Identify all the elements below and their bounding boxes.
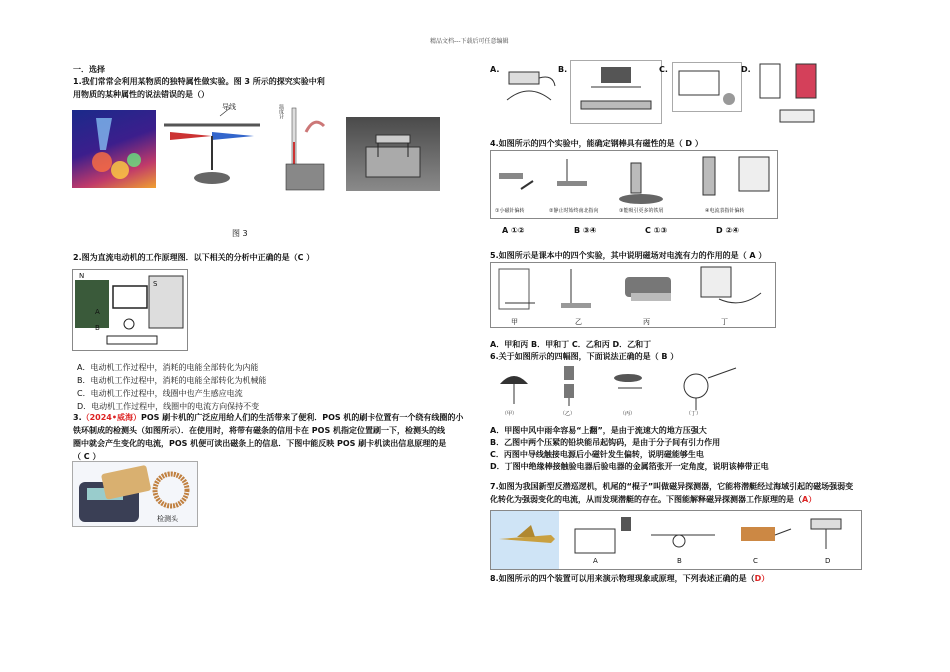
- q7-label-c: C: [753, 557, 758, 565]
- q6-question: 6.关于如图所示的四幅图，下面说法正确的是（ B ）: [490, 352, 679, 361]
- q1-thermometer-figure: [278, 102, 334, 194]
- page-header: 精品文档---下载后可任意编辑: [430, 38, 509, 45]
- q6-option-b: B．乙图中两个压紧的铅块能吊起钩码，是由于分子间有引力作用: [490, 438, 721, 447]
- fluorescence-image: [72, 110, 156, 188]
- label-wire: 导线: [222, 103, 236, 111]
- q2-motor-figure: [72, 269, 188, 351]
- q7-close: ）: [808, 495, 817, 504]
- q2-option-c: C．电动机工作过程中，线圈中也产生感应电流: [77, 389, 243, 398]
- q6-label-yi: （乙）: [560, 411, 576, 417]
- q6-label-jia: （甲）: [502, 411, 518, 417]
- q5-label-ding: 丁: [721, 318, 728, 326]
- label-detector: 检测头: [157, 515, 178, 523]
- q7-line1: 7.如图为我国新型反潜巡逻机，机尾的“棍子”叫做磁异探测器，它能将潜艇经过海域引起的磁场强弱变: [490, 482, 854, 491]
- q3-line1: [73, 412, 463, 424]
- q4-label-1: ①小磁针偏转: [495, 208, 525, 214]
- q4-label-4: ④电流表指针偏转: [705, 208, 745, 214]
- q6-option-d: D．丁图中绝缘棒接触验电器后验电器的金属箔张开一定角度，说明该棒带正电: [490, 462, 769, 471]
- q7-figure: [490, 510, 862, 570]
- label-n: N: [79, 272, 85, 280]
- q3-line4: （ C ）: [73, 452, 101, 461]
- label-a: A: [95, 308, 100, 316]
- q4-option-a: A ①②: [502, 226, 525, 235]
- q4-label-2: ②静止时始终南北指向: [549, 208, 599, 214]
- top-figure-d: [756, 60, 822, 128]
- q4-question: 4.如图所示的四个实验中，能确定钢棒具有磁性的是（ D ）: [490, 139, 703, 148]
- section-title: 一．选择: [73, 65, 105, 74]
- q7-line2: [490, 494, 816, 506]
- q8-close: ）: [761, 574, 770, 583]
- q2-option-b: B．电动机工作过程中，消耗的电能全部转化为机械能: [77, 376, 267, 385]
- label-s: S: [153, 280, 158, 288]
- q1-photo-uv: [72, 110, 156, 188]
- q5-label-yi: 乙: [575, 318, 582, 326]
- q3-line3: 圈中就会产生变化的电流，POS 机便可读出磁条上的信息．下图中能反映 POS 刷卡机读出信息原理的是: [73, 439, 447, 448]
- q3-line2: 铁环制成的检测头（如图所示）．在使用时，将带有磁条的信用卡在 POS 机指定位置刷一下，检测头的线: [73, 426, 445, 435]
- q6-label-bing: （丙）: [620, 411, 636, 417]
- q6-label-ding: （丁）: [686, 411, 702, 417]
- q7-label-d: D: [825, 557, 831, 565]
- top-figure-c: [672, 62, 742, 112]
- top-label-c: C.: [659, 65, 668, 74]
- q7-text: 化转化为强弱变化的电流，从而发现潜艇的存在。下图能解释磁异探测器工作原理的是（: [490, 495, 802, 504]
- q3-source: （2024•威海）: [81, 413, 141, 422]
- q4-label-3: ③能吸引更多的铁屑: [619, 208, 664, 214]
- top-label-d: D.: [741, 65, 751, 74]
- q7-answer: A: [802, 495, 809, 504]
- q1-line1: 1.我们常常会利用某物质的独特属性做实验。图 3 所示的探究实验中利: [73, 77, 325, 86]
- fig3-caption: 图 3: [232, 229, 248, 238]
- q3-text1: POS 刷卡机的广泛应用给人们的生活带来了便利．POS 机的刷卡位置有一个绕有线圈的小: [141, 413, 464, 422]
- q7-label-a: A: [593, 557, 598, 565]
- q2-option-d: D．电动机工作过程中，线圈中的电流方向保持不变: [77, 402, 260, 411]
- q5-options: A．甲和丙 B．甲和丁 C．乙和丙 D．乙和丁: [490, 340, 652, 349]
- label-thermometer: 温度计: [278, 104, 284, 119]
- q3-pos-figure: [72, 461, 198, 527]
- q8-question: [490, 573, 769, 585]
- q5-question: 5.如图所示是课本中的四个实验，其中说明磁场对电流有力的作用的是（ A ）: [490, 251, 767, 260]
- q2-question: 2.图为直流电动机的工作原理图．以下相关的分析中正确的是（C ）: [73, 253, 315, 262]
- q1-compass-figure: [160, 100, 264, 190]
- top-figure-a: [501, 62, 557, 118]
- q6-figure: [490, 362, 746, 420]
- q5-label-bing: 丙: [643, 318, 650, 326]
- q4-option-c: C ①③: [645, 226, 668, 235]
- q4-option-b: B ③④: [574, 226, 597, 235]
- q1-photo-stool: [346, 117, 440, 191]
- q5-label-jia: 甲: [511, 318, 518, 326]
- label-b: B: [95, 324, 100, 332]
- top-figure-b: [570, 60, 662, 124]
- q8-text: 8.如图所示的四个装置可以用来演示物理现象或原理，下列表述正确的是（: [490, 574, 755, 583]
- q5-figure: [490, 262, 776, 328]
- q4-figure: [490, 150, 778, 219]
- q6-option-c: C．丙图中导线触接电源后小磁针发生偏转，说明磁能够生电: [490, 450, 704, 459]
- q2-option-a: A．电动机工作过程中，消耗的电能全部转化为内能: [77, 363, 259, 372]
- q3-number: 3.: [73, 413, 82, 422]
- q6-option-a: A．甲图中风中雨伞容易“上翻”，是由于流速大的地方压强大: [490, 426, 707, 435]
- q7-label-b: B: [677, 557, 682, 565]
- top-label-b: B.: [558, 65, 568, 74]
- top-label-a: A.: [490, 65, 500, 74]
- q1-line2: 用物质的某种属性的说法错误的是（）: [73, 90, 209, 99]
- q4-option-d: D ②④: [716, 226, 739, 235]
- q8-answer: D: [754, 574, 762, 583]
